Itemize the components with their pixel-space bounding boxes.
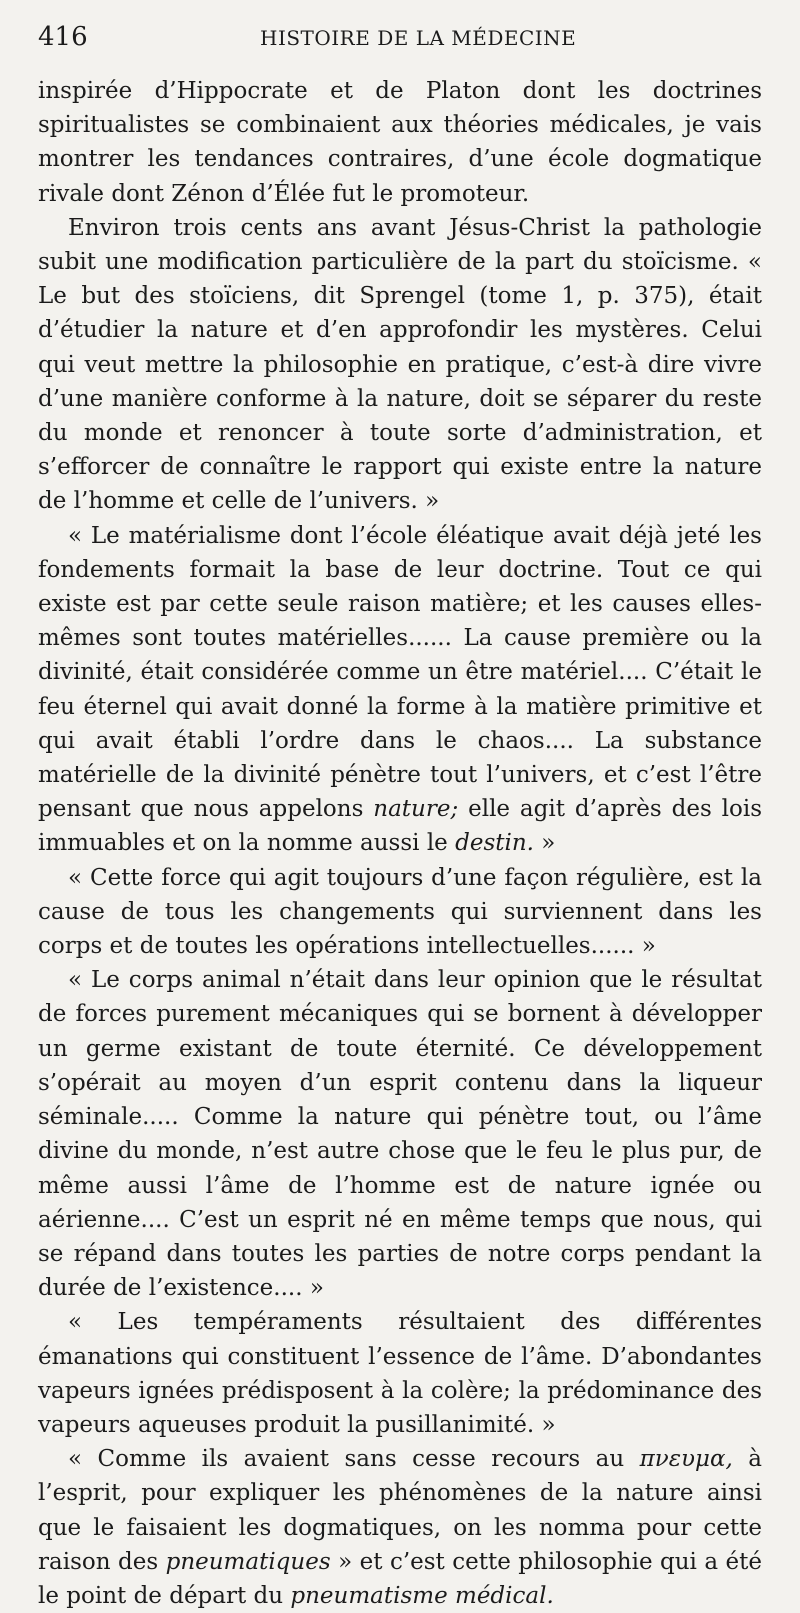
paragraph-7-text: « Comme ils avaient sans cesse recours au [68, 1446, 625, 1473]
page-header [38, 22, 762, 66]
paragraph-3-end: » [533, 830, 556, 857]
italic-destin: destin. [455, 830, 534, 857]
italic-pneumatiques: pneumatiques [165, 1548, 331, 1575]
paragraph-7-mid2: » et c’est cette philosophie qui a été le point de départ du [38, 1548, 762, 1609]
italic-pneumatisme: pneumatisme médical. [290, 1582, 554, 1609]
paragraph-4: « Cette force qui agit toujours d’une façon régulière, est la cause de tous les changements qui surviennent dans les corps et de toutes les opérations intellectuelles...... » [38, 864, 762, 960]
greek-pneuma: πνευμα, [639, 1446, 733, 1473]
paragraph-7 [38, 1442, 762, 1613]
paragraph-5: « Le corps animal n’était dans leur opinion que le résultat de forces purement mécaniques qui se bornent à développer un germe existant de toute éternité. Ce développement s’opérait au moyen d’un esprit contenu dans la liqueur séminale..... Comme la nature qui pénètre tout, ou l’âme divine du monde, n’est autre chose que le feu le plus pur, de même aussi l’âme de l’homme est de nature ignée ou aérienne.... C’est un esprit né en même temps que nous, qui se répand dans toutes les parties de notre corps pendant la durée de l’existence.... » [38, 967, 762, 1302]
paragraph-3-mid: elle agit d’après des lois immuables et on la nomme aussi le [38, 796, 762, 857]
italic-nature: nature; [373, 796, 459, 823]
paragraph-3 [38, 519, 762, 861]
paragraph-3-text: « Le matérialisme dont l’école éléatique avait déjà jeté les fondements formait la base de leur doctrine. Tout ce qui existe est par cette seule raison matière; et les causes elles-mêmes sont toutes matérielles...... La cause première ou la divinité, était considérée comme un être matériel.... C’était le feu éternel qui avait donné la forme à la matière primitive et qui avait établi l’ordre dans le chaos.... La substance matérielle de la divinité pénètre tout l’univers, et c’est l’être pensant que nous appelons [38, 522, 762, 823]
paragraph-7-mid: à l’esprit, pour expliquer les phénomènes de la nature ainsi que le faisaient les dogmatiques, on les nomma pour cette raison des [38, 1446, 762, 1575]
paragraph-2: Environ trois cents ans avant Jésus-Christ la pathologie subit une modification particulière de la part du stoïcisme. « Le but des stoïciens, dit Sprengel (tome 1, p. 375), était d’étudier la nature et d’en approfondir les mystères. Celui qui veut mettre la philosophie en pratique, c’est-à dire vivre d’une manière conforme à la nature, doit se séparer du reste du monde et renoncer à toute sorte d’administration, et s’efforcer de connaître le rapport qui existe entre la nature de l’homme et celle de l’univers. » [38, 214, 762, 515]
page-number: 416 [38, 22, 88, 52]
page-body [38, 74, 762, 1613]
running-title: HISTOIRE DE LA MÉDECINE [260, 26, 577, 50]
paragraph-1: inspirée d’Hippocrate et de Platon dont les doctrines spiritualistes se combinaient aux théories médicales, je vais montrer les tendances contraires, d’une école dogmatique rivale dont Zénon d’Élée fut le promoteur. [38, 78, 762, 207]
paragraph-6: « Les tempéraments résultaient des différentes émanations qui constituent l’essence de l’âme. D’abondantes vapeurs ignées prédisposent à la colère; la prédominance des vapeurs aqueuses produit la pusillanimité. » [38, 1309, 762, 1438]
